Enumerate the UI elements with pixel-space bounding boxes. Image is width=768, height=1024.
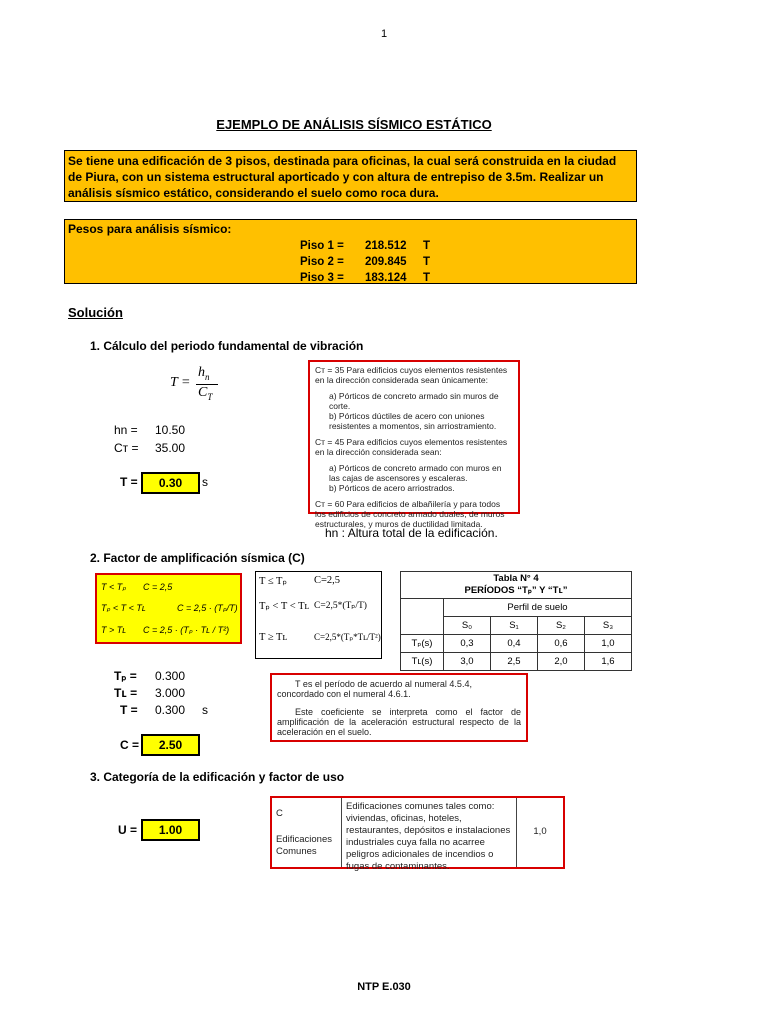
weights-rows bbox=[300, 238, 430, 286]
tp-value: 0.300 bbox=[155, 669, 186, 683]
weight-row: Piso 2 = 209.845 T bbox=[300, 256, 431, 268]
problem-statement: Se tiene una edificación de 3 pisos, destinada para oficinas, la cual será construida en la ciudad de Piura, con un sistema estructural aporticado y con altura de entrepiso de 3.5m. Realizar un análisis sísmico estático, considerando el suelo como roca dura. bbox=[64, 150, 637, 202]
hn-label: hn = bbox=[114, 423, 138, 437]
ct-value: 35.00 bbox=[155, 441, 186, 455]
ct-label: Cт = bbox=[114, 441, 139, 455]
u-label: U = bbox=[118, 823, 138, 837]
tl-value: 3.000 bbox=[155, 686, 186, 700]
category-box bbox=[270, 796, 565, 872]
table-header: Perfil de suelo bbox=[444, 599, 632, 617]
weight-row: Piso 1 = 218.512 T bbox=[300, 240, 431, 252]
t-unit: s bbox=[202, 475, 208, 489]
footer-norm: NTP E.030 bbox=[357, 981, 411, 993]
table-row: Tʟ(s) 3,0 2,5 2,0 1,6 bbox=[401, 653, 632, 671]
solution-heading: Solución bbox=[68, 305, 123, 320]
periods-table bbox=[400, 571, 632, 671]
tp-label: Tₚ = bbox=[114, 669, 137, 683]
table-title: Tabla N° 4 bbox=[493, 573, 539, 584]
t-result: 0.30 bbox=[141, 472, 200, 494]
t2-value: 0.300 bbox=[155, 703, 186, 717]
page-title: EJEMPLO DE ANÁLISIS SÍSMICO ESTÁTICO bbox=[216, 117, 492, 132]
c-rules-yellow: T < Tₚ C = 2,5 Tₚ < T < Tʟ C = 2,5 · (Tₚ/T) T > Tʟ C = 2,5 · (Tₚ · Tʟ / T²) bbox=[95, 573, 242, 644]
table-col: S₀ bbox=[444, 617, 491, 635]
weights-heading: Pesos para análisis sísmico: bbox=[68, 222, 232, 236]
weight-row: Piso 3 = 183.124 T bbox=[300, 272, 431, 284]
c-result: 2.50 bbox=[141, 734, 200, 756]
hn-note: hn : Altura total de la edificación. bbox=[325, 526, 498, 540]
t2-label: T = bbox=[120, 703, 138, 717]
table-col: S₁ bbox=[490, 617, 537, 635]
step3-heading: 3. Categoría de la edificación y factor de uso bbox=[90, 770, 345, 784]
c-rules-white: T ≤ Tₚ C=2,5 Tₚ < T < Tʟ C=2,5*(Tₚ/T) T ≥ Tʟ C=2,5*(Tₚ*Tʟ/T²) bbox=[255, 571, 382, 659]
hn-value: 10.50 bbox=[155, 423, 186, 437]
t-label: T = bbox=[120, 475, 138, 489]
u-result: 1.00 bbox=[141, 819, 200, 841]
c-note-box: T es el período de acuerdo al numeral 4.5.4, concordado con el numeral 4.6.1. Este coeficiente se interpreta como el factor de amplificación de la aceleración estructural respecto de la aceleración en el suelo. bbox=[270, 673, 528, 742]
step2-heading: 2. Factor de amplificación sísmica (C) bbox=[90, 551, 305, 565]
category-description: Edificaciones comunes tales como: viviendas, oficinas, hoteles, restaurantes, depósitos e instalaciones industriales cuya falla no acarree peligros adicionales de incendios o fugas de contaminantes. bbox=[342, 798, 517, 867]
t2-unit: s bbox=[202, 703, 208, 717]
weights-box bbox=[64, 219, 637, 284]
ct-note-box: Cт = 35 Para edificios cuyos elementos resistentes en la dirección considerada sean únicamente: a) Pórticos de concreto armado sin muros de corte. b) Pórticos dúctiles de acero con uniones resistentes a momentos, sin arriostramiento. Cт = 45 Para edificios cuyos elementos resistentes en la dirección considerada sean: a) Pórticos de concreto armado con muros en las cajas de ascensores y escaleras. b) Pórticos de acero arriostrados. Cт = 60 Para edificios de albañilería y para todos los edificios de concreto armado duales, de muros estructurales, y muros de ductilidad limitada. bbox=[308, 360, 520, 514]
table-col: S₂ bbox=[537, 617, 584, 635]
step1-heading: 1. Cálculo del periodo fundamental de vibración bbox=[90, 339, 364, 353]
table-subtitle: PERÍODOS “Tₚ” Y “Tʟ” bbox=[464, 585, 568, 596]
category-factor: 1,0 bbox=[533, 826, 547, 837]
c-label: C = bbox=[120, 738, 140, 752]
page-number: 1 bbox=[380, 28, 388, 40]
table-col: S₃ bbox=[584, 617, 631, 635]
category-cell: C Edificaciones Comunes bbox=[272, 798, 342, 867]
tl-label: Tʟ = bbox=[114, 686, 138, 700]
table-row: Tₚ(s) 0,3 0,4 0,6 1,0 bbox=[401, 635, 632, 653]
